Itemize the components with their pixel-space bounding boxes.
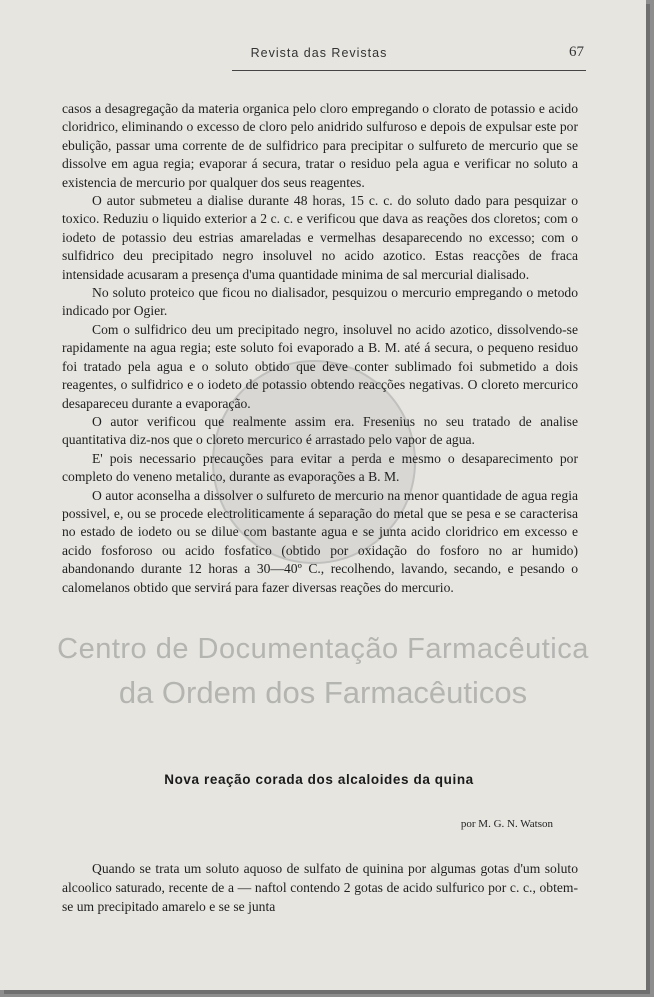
paragraph-5: O autor verificou que realmente assim era. Fresenius no seu tratado de analise quantitativa diz-nos que o cloreto mercurico é arrastado pelo vapor de agua. [62,413,578,448]
page-number: 67 [569,44,584,60]
header-rule [232,70,586,71]
paragraph-2: O autor submeteu a dialise durante 48 horas, 15 c. c. do soluto dado para pesquizar o toxico. Reduziu o liquido exterior a 2 c. c. e verificou que dava as reações dos cloretos; com o iodeto de potassio deu estrias amareladas e vermelhas desaparecendo no excesso; com o sulfidrico deu precipitado negro insoluvel no acido azotico. Estas reacções de fraca intensidade acusaram a presença d'uma quantidade minima de sal mercurial dialisado. [62,193,578,282]
paragraph-4: Com o sulfidrico deu um precipitado negro, insoluvel no acido azotico, dissolvendo-se rapidamente na agua regia; este soluto foi evaporado a B. M. até á secura, o pequeno residuo foi tratado pela agua e o soluto obtido que deve conter sublimado foi submetido a dois reagentes, o sulfidrico e o iodeto de potassio obtendo reacções negativas. O cloreto mercurico desapareceu durante a evaporação. [62,321,578,411]
body-text [62,100,578,597]
article-paragraph: Quando se trata um soluto aquoso de sulfato de quinina por algumas gotas d'um soluto alcoolico saturado, recente de a — naftol contendo 2 gotas de acido sulfurico por c. c., obtem-se um precipitado amarelo e se se junta [62,861,578,914]
page-header [62,44,584,74]
watermark-text-line2: da Ordem dos Farmacêuticos [118,675,528,710]
article-byline: por M. G. N. Watson [460,818,553,830]
running-title: Revista das Revistas [250,46,388,60]
watermark-text-line1: Centro de Documentação Farmacêutica [57,633,589,665]
paragraph-6: E' pois necessario precauções para evitar a perda e mesmo o desaparecimento por completo do veneno metalico, durante as evaporações a B. M. [62,450,578,485]
article-title: Nova reação corada dos alcaloides da quina [164,772,474,787]
paragraph-1: casos a desagregação da materia organica pelo cloro empregando o clorato de potassio e acido cloridrico, eliminando o excesso de cloro pelo anidrido sulfuroso e depois de expulsar este por ebulição, passar uma corrente de de sulfidrico para precipitar o sulfureto de mercurio que se dissolve em agua regia; evaporar á secura, tratar o residuo pela agua e verificar no soluto a existencia de mercurio por qualquer dos seus reagentes. [62,101,578,190]
paragraph-3: No soluto proteico que ficou no dialisador, pesquizou o mercurio empregando o metodo indicado por Ogier. [62,285,578,319]
paragraph-7: O autor aconselha a dissolver o sulfureto de mercurio na menor quantidade de agua regia possivel, e, ou se procede electroliticamente á separação do metal que se pesa e se caracterisa no estado de iodeto ou se dilue com bastante agua e se junta acido cloridrico em excesso e acido fosforoso ou acido fosfatico (obtido por oxidação do fosforo no ar humido) abandonando durante 12 horas a 30—40º C., recolhendo, lavando, secando, e pesando o calomelanos obtido que servirá para fazer diversas reações do mercurio. [62,487,578,595]
